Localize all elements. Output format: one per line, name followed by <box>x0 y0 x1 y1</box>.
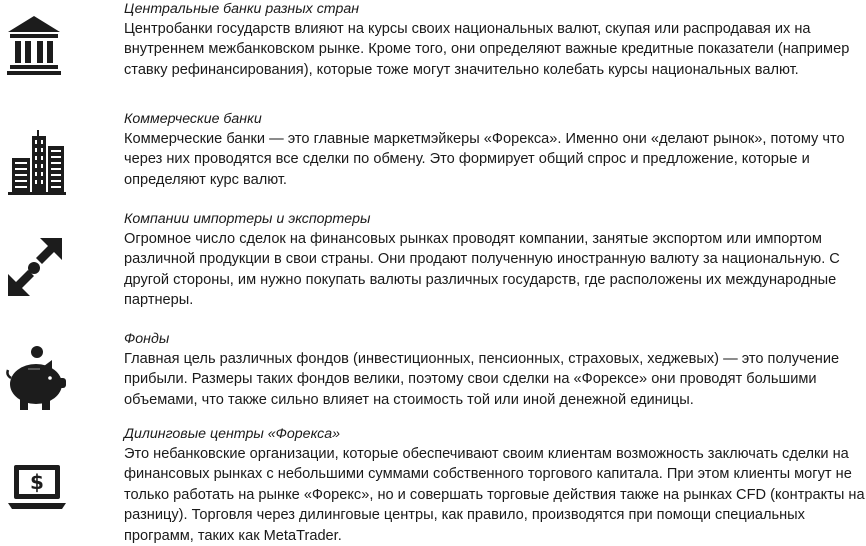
bank-building-icon <box>6 14 68 76</box>
section-title: Компании импортеры и экспортеры <box>124 211 371 227</box>
section-line: только работать на рынке «Форекс», но и совершать торговые действия также на рынках CFD (контракты на <box>124 486 865 503</box>
section-line: определяют курс валют. <box>124 171 287 188</box>
section-line: различной продукции в свои страны. Они продают полученную иностранную валюту за национальную. С <box>124 251 840 268</box>
section-line: финансовых рынках с небольшими суммами собственного торгового капитала. При этом клиенты могут не <box>124 466 852 483</box>
section-line: программ, таких как MetaTrader. <box>124 527 342 544</box>
section-line: объемами, что также сильно влияет на стоимость той или иной денежной единицы. <box>124 391 694 408</box>
section-line: Коммерческие банки — это главные маркетмэйкеры «Форекса». Именно они «делают рынок», потому что <box>124 131 845 147</box>
section-line: внутреннем межбанковском рынке. Кроме того, они определяют важные кредитные показатели (например <box>124 41 850 58</box>
section-title: Центральные банки разных стран <box>124 1 360 17</box>
piggy-bank-icon <box>6 344 68 414</box>
section-line: разницу). Торговля через дилинговые центры, как правило, производятся при помощи специальных <box>124 507 805 524</box>
section-line: партнеры. <box>124 292 194 309</box>
section-line: Центробанки государств влияют на курсы своих национальных валют, скупая или распродавая их на <box>124 21 811 37</box>
section-line: прибыли. Размеры таких фондов велики, поэтому свои сделки на «Форексе» они проводят большими <box>124 371 817 388</box>
section-line: Огромное число сделок на финансовых рынках проводят компании, занятые экспортом или импортом <box>124 231 822 247</box>
exchange-arrows-icon <box>6 236 68 298</box>
section-title: Дилинговые центры «Форекса» <box>124 426 340 442</box>
section-line: другой стороны, им нужно покупать валюты различных государств, где расположены их международные <box>124 271 837 288</box>
section-title: Фонды <box>124 331 170 347</box>
section-title: Коммерческие банки <box>124 111 262 127</box>
section-line: ставку рефинансирования), которые тоже могут значительно колебать курсы национальных валют. <box>124 61 799 78</box>
section-line: Это небанковские организации, которые обеспечивают своим клиентам возможность заключать сделки на <box>124 446 849 462</box>
section-line: через них проводятся все сделки по обмену. Это формирует общий спрос и предложение, которые и <box>124 151 810 168</box>
dollar-sign: $ <box>30 470 44 494</box>
section-line: Главная цель различных фондов (инвестиционных, пенсионных, страховых, хеджевых) — это получение <box>124 351 840 367</box>
office-buildings-icon <box>6 124 68 196</box>
dollar-laptop-icon <box>6 463 68 511</box>
